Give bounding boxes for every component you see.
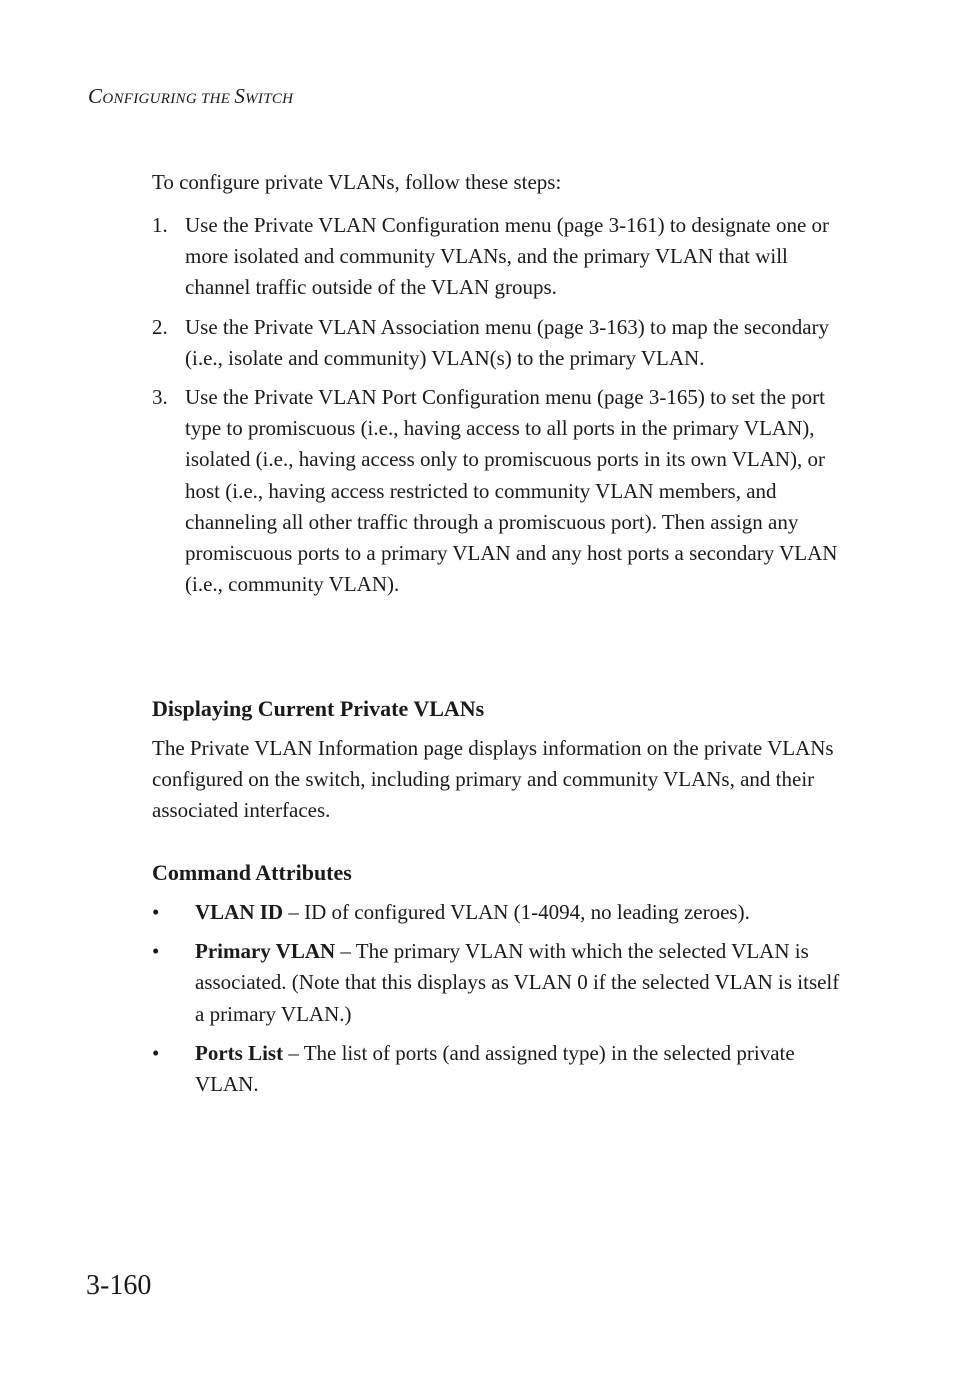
attribute-description: – The list of ports (and assigned type) in the selected private VLAN. <box>195 1040 795 1097</box>
step-text: Use the Private VLAN Configuration menu (page 3-161) to designate one or more isolated and community VLANs, and the primary VLAN that will channel traffic outside of the VLAN groups. <box>185 213 830 300</box>
step-number: 3. <box>152 385 168 410</box>
section-paragraph: The Private VLAN Information page displays information on the private VLANs configured on the switch, including primary and community VLANs, and their associated interfaces. <box>152 736 834 823</box>
section-heading-displaying: Displaying Current Private VLANs <box>152 696 485 721</box>
header-rest-2: WITCH <box>245 91 294 107</box>
attribute-term: Primary VLAN <box>195 939 336 964</box>
steps-list <box>152 210 847 608</box>
header-initial-1: C <box>88 84 103 108</box>
section-heading-attributes: Command Attributes <box>152 860 352 885</box>
step-number: 1. <box>152 213 168 237</box>
attributes-list <box>152 897 847 1108</box>
bullet-marker: • <box>152 939 160 964</box>
attribute-item <box>152 897 847 928</box>
header-rest-1: ONFIGURING THE <box>102 91 235 107</box>
attribute-term: VLAN ID <box>195 900 284 924</box>
header-initial-2: S <box>234 84 246 108</box>
step-item <box>152 210 847 304</box>
step-text: Use the Private VLAN Association menu (page 3-163) to map the secondary (i.e., isolate and community) VLAN(s) to the primary VLAN. <box>185 314 830 370</box>
intro-paragraph: To configure private VLANs, follow these steps: <box>152 170 562 194</box>
attribute-description: – The primary VLAN with which the selected VLAN is associated. (Note that this displays as VLAN 0 if the selected VLAN is itself a primary VLAN.) <box>195 939 840 1026</box>
page-number: 3-160 <box>86 1270 152 1301</box>
step-item <box>152 382 847 600</box>
attribute-term: Ports List <box>195 1040 284 1065</box>
step-text: Use the Private VLAN Port Configuration menu (page 3-165) to set the port type to promiscuous (i.e., having access to all ports in the primary VLAN), isolated (i.e., having access only to promiscuous ports in its own VLAN), or host (i.e., having access restricted to community VLAN members, and channeling all other traffic through a promiscuous port). Then assign any promiscuous ports to a primary VLAN and any host ports a secondary VLAN (i.e., community VLAN). <box>185 385 838 597</box>
running-header <box>88 84 293 109</box>
attribute-item <box>152 936 847 1030</box>
attribute-item <box>152 1038 847 1100</box>
attribute-description: – ID of configured VLAN (1-4094, no leading zeroes). <box>283 900 750 924</box>
bullet-marker: • <box>152 900 160 924</box>
step-number: 2. <box>152 314 168 339</box>
step-item <box>152 312 847 374</box>
bullet-marker: • <box>152 1040 160 1065</box>
